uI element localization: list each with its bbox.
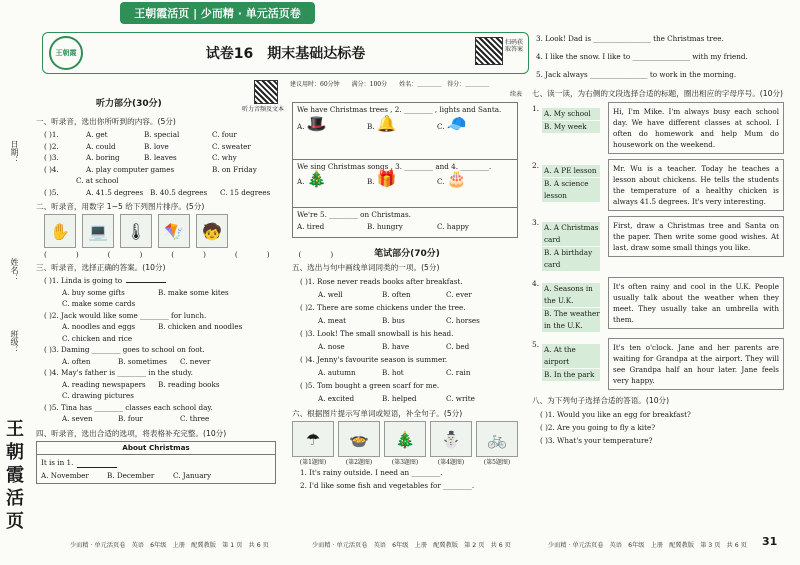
reading-passage: It's often rainy and cool in the U.K. People usually talk about the weather when they meet. They usually take an umbrella with them. xyxy=(608,277,784,329)
reading-item-5: 5. A. At the airport B. In the park It's ten o'clock. Jane and her parents are waiting for Grandpa at the airport. They will see Grandpa half an hour later. Jane feels very happy. xyxy=(532,338,794,390)
picture-boy-icon: 🧒 xyxy=(196,214,228,248)
question-row: ( )5. Tom bought a green scarf for me. xyxy=(300,381,440,390)
section2-heading: 二、听录音，用数字 1~5 给下列图片排序。(5分) xyxy=(36,202,205,211)
side-strip xyxy=(0,0,32,565)
reading-passage: Hi, I'm Mike. I'm always busy each school day. We have different classes at school. I often do homework and help Mum do housework on the weekend. xyxy=(608,102,784,154)
option-a[interactable]: A. My school xyxy=(542,108,600,120)
christmas-table xyxy=(36,441,276,485)
publisher-logo: 王朝霞 xyxy=(49,36,83,70)
cont-line: 3. Look! Dad is ________________ the Christmas tree. xyxy=(536,34,724,43)
picture-item: ☂ (第1题图) xyxy=(292,421,334,466)
listening-title: 听力部分(30分) xyxy=(96,99,162,109)
table-options: A. November B. December C. January xyxy=(41,470,212,480)
box-line: We have Christmas trees , 2. ________ , lights and Santa. xyxy=(297,105,502,114)
picture-computer-icon: 💻 xyxy=(82,214,114,248)
option-row: C. drawing pictures xyxy=(62,391,134,400)
footer-page1: 少而精 · 单元活页卷 英语 6年级 上册 配冀教版 第 1 页 共 6 页 xyxy=(70,542,269,549)
section8-heading: 八、为下列句子选择合适的答语。(10分) xyxy=(532,396,670,405)
snowman-icon: ⛄ xyxy=(430,421,472,457)
reading-passage: First, draw a Christmas tree and Santa on the paper. Then write some good wishes. At last, draw some small things you like. xyxy=(608,216,784,257)
continue-label: 续表 xyxy=(509,91,522,98)
list-item: ( )2. A. could B. love C. sweater xyxy=(44,141,251,151)
list-item-cont: C. at school xyxy=(76,176,119,185)
tree-icon: 🎄 xyxy=(384,421,426,457)
section3-heading: 三、听录音，选择正确的答案。(10分) xyxy=(36,263,166,272)
question-row: ( )3. Look! The small snowball is his head. xyxy=(300,329,454,338)
brand-banner: 王朝霞活页 | 少而精 · 单元活页卷 xyxy=(120,2,315,24)
option-b[interactable]: B. My week xyxy=(542,121,600,133)
section1-heading: 一、听录音，选出你所听到的内容。(5分) xyxy=(36,117,176,126)
tree-icon: 🎄 xyxy=(306,169,327,188)
picture-item: ⛄ (第4题图) xyxy=(430,421,472,466)
option-row: A. noodles and eggs B. chicken and noodles xyxy=(62,322,243,331)
hat-icon: 🎩 xyxy=(306,114,327,133)
option-row: A. autumn B. hot C. rain xyxy=(318,368,471,377)
audio-note: 听力音频及文本 xyxy=(241,106,284,113)
bike-icon: 🚲 xyxy=(476,421,518,457)
section2-answer-blanks: ( ) ( ) ( ) ( ) ( ) xyxy=(44,250,334,259)
reading-item-2: 2. A. A PE lesson B. A science lesson Mr. Wu is a teacher. Today he teaches a lesson about chickens. He tells the students the temperature of a healthy chicken is always 41.5 degrees. It's very interesting. xyxy=(532,159,794,211)
food-icon: 🍲 xyxy=(338,421,380,457)
bell-icon: 🔔 xyxy=(376,114,397,133)
picture-item: 🚲 (第5题图) xyxy=(476,421,518,466)
date-label: 日期： xyxy=(10,140,19,164)
christmas-box-1 xyxy=(292,102,518,160)
option-row: A. seven B. four C. three xyxy=(62,414,210,423)
meta-line: 建议用时：60分钟 满分：100分 姓名：＿＿＿＿ 得分：＿＿＿＿ xyxy=(290,81,490,88)
list-item: ( )1. A. get B. special C. four xyxy=(44,130,237,139)
box-options: A. tired B. hungry C. happy xyxy=(297,222,469,231)
option-row: C. chicken and rice xyxy=(62,333,133,343)
written-title: 笔试部分(70分) xyxy=(374,249,440,259)
umbrella-icon: ☂ xyxy=(292,421,334,457)
option-row: A. often B. sometimes C. never xyxy=(62,356,211,366)
section2-pictures xyxy=(36,214,284,248)
section6-heading: 六、根据图片提示写单词或短语，补全句子。(5分) xyxy=(292,409,463,418)
side-brand: 王朝霞活页 xyxy=(6,419,24,532)
section7-heading: 七、读一读，为右侧的文段选择合适的标题，圈出相应的字母序号。(10分) xyxy=(532,89,783,98)
hat-icon: 🧢 xyxy=(446,114,467,133)
list-item: ( )3. A. boring B. leaves C. why xyxy=(44,153,237,162)
option-row: A. excited B. helped C. write xyxy=(318,394,475,403)
cont-line: 5. Jack always ________________ to work in the morning. xyxy=(536,70,737,79)
question-row: ( )2. Jack would like some ________ for lunch. xyxy=(44,310,207,320)
option-row: A. reading newspapers B. reading books xyxy=(62,379,220,389)
box-options: A. 🎄 B. 🎁 C. 🎂 xyxy=(297,169,467,188)
footer-page3: 少而精 · 单元活页卷 英语 6年级 上册 配冀教版 第 3 页 共 6 页 xyxy=(548,542,747,549)
reading-item-4: 4. A. Seasons in the U.K. B. The weather in the U.K. It's often rainy and cool in the U.K. People usually talk about the weather when they meet. They usually take an umbrella with them. xyxy=(532,277,794,333)
question-row: ( )4. Jenny's favourite season is summer. xyxy=(300,355,448,364)
question-row: ( )3. Daming ________ goes to school on foot. xyxy=(44,345,205,354)
box-options: A. 🎩 B. 🔔 C. 🧢 xyxy=(297,114,467,133)
gift-icon: 🎁 xyxy=(376,169,397,188)
section4-heading: 四、听录音，选出合适的选项，将表格补充完整。(10分) xyxy=(36,428,227,438)
qr-code-icon xyxy=(475,37,503,65)
section6-pictures xyxy=(292,421,522,466)
page-title: 试卷16 期末基础达标卷 xyxy=(205,46,366,62)
reading-passage: Mr. Wu is a teacher. Today he teaches a lesson about chickens. He tells the students the temperature of a healthy chicken is always 41.5 degrees. It's very interesting. xyxy=(608,159,784,211)
answer-row: ( )2. Are you going to fly a kite? xyxy=(540,423,656,432)
option-row: A. well B. often C. ever xyxy=(318,290,472,299)
list-item: ( )5. A. 41.5 degrees B. 40.5 degrees C. 15 degrees xyxy=(44,187,271,197)
christmas-box-3 xyxy=(292,208,518,238)
picture-thermometer-icon: 🌡 xyxy=(120,214,152,248)
sentence-line: 1. It's rainy outside. I need an ________. xyxy=(300,468,443,477)
picture-kites-icon: 🪁 xyxy=(158,214,190,248)
answer-row: ( )1. Would you like an egg for breakfast? xyxy=(540,410,691,419)
christmas-box-2 xyxy=(292,160,518,208)
option-b[interactable]: B. The weather in the U.K. xyxy=(544,309,600,330)
section5-items xyxy=(292,275,522,405)
title-box xyxy=(42,32,529,74)
box-line: We sing Christmas songs , 3. ________ and 4. ________. xyxy=(297,162,492,171)
box-line: We're 5. ________ on Christmas. xyxy=(297,210,411,219)
picture-hands-icon: ✋ xyxy=(44,214,76,248)
middle-column xyxy=(292,80,522,492)
option-a[interactable]: A. Seasons in the U.K. xyxy=(542,283,600,307)
class-label: 班级： xyxy=(10,330,19,354)
audio-qr-icon xyxy=(254,80,278,104)
question-row: ( )4. May's father is ________ in the study. xyxy=(44,368,193,377)
answer-row: ( )3. What's your temperature? xyxy=(540,436,653,445)
reading-item-3: 3. A. A Christmas card B. A birthday card First, draw a Christmas tree and Santa on the paper. Then write some good wishes. At last, draw some small things you like. xyxy=(532,216,794,272)
option-a[interactable]: A. At the airport xyxy=(542,344,600,368)
name-label: 姓名： xyxy=(10,258,19,282)
option-row: A. buy some gifts B. make some kites xyxy=(62,287,229,297)
page-number: 31 xyxy=(762,535,778,548)
question-row: ( )1. Linda is going to xyxy=(36,275,284,287)
cake-icon: 🎂 xyxy=(446,169,467,188)
section3-items xyxy=(36,275,284,425)
option-a[interactable]: A. A Christmas card xyxy=(544,223,599,244)
question-row: ( )5. Tina has ________ classes each school day. xyxy=(44,402,213,412)
question-row: ( )1. Rose never reads books after breakfast. xyxy=(300,277,463,286)
option-a[interactable]: A. A PE lesson xyxy=(542,165,600,177)
table-title: About Christmas xyxy=(37,442,275,455)
option-row: C. make some cards xyxy=(62,299,136,308)
option-row: A. nose B. have C. bed xyxy=(318,342,470,351)
right-column xyxy=(532,32,794,447)
option-row: A. meat B. bus C. horses xyxy=(318,316,480,325)
section1-items xyxy=(36,129,284,198)
sentence-line: 2. I'd like some fish and vegetables for ________. xyxy=(300,481,475,490)
option-b[interactable]: B. A birthday card xyxy=(542,247,600,271)
table-line: It is in 1. xyxy=(37,455,275,470)
section5-heading: 五、选出与句中画线单词同类的一项。(5分) xyxy=(292,263,440,272)
footer-page2: 少而精 · 单元活页卷 英语 6年级 上册 配冀教版 第 2 页 共 6 页 xyxy=(312,542,511,549)
reading-item-1: 1. A. My school B. My week Hi, I'm Mike. I'm always busy each school day. We have different classes at school. I often do homework and help Mum do housework on the weekend. xyxy=(532,102,794,154)
picture-item: 🍲 (第2题图) xyxy=(338,421,380,466)
option-b[interactable]: B. A science lesson xyxy=(542,178,600,202)
cont-line: 4. I like the snow. I like to ________________ with my friend. xyxy=(536,52,748,61)
reading-passage: It's ten o'clock. Jane and her parents are waiting for Grandpa at the airport. They will see Grandpa half an hour later. Jane feels very happy. xyxy=(608,338,784,390)
question-row: ( )2. There are some chickens under the tree. xyxy=(300,303,466,312)
option-b[interactable]: B. In the park xyxy=(542,369,600,381)
list-item: ( )4. A. play computer games B. on Friday xyxy=(44,164,257,174)
qr-note: 扫码获取答案 xyxy=(505,39,524,53)
picture-item: 🎄 (第3题图) xyxy=(384,421,426,466)
